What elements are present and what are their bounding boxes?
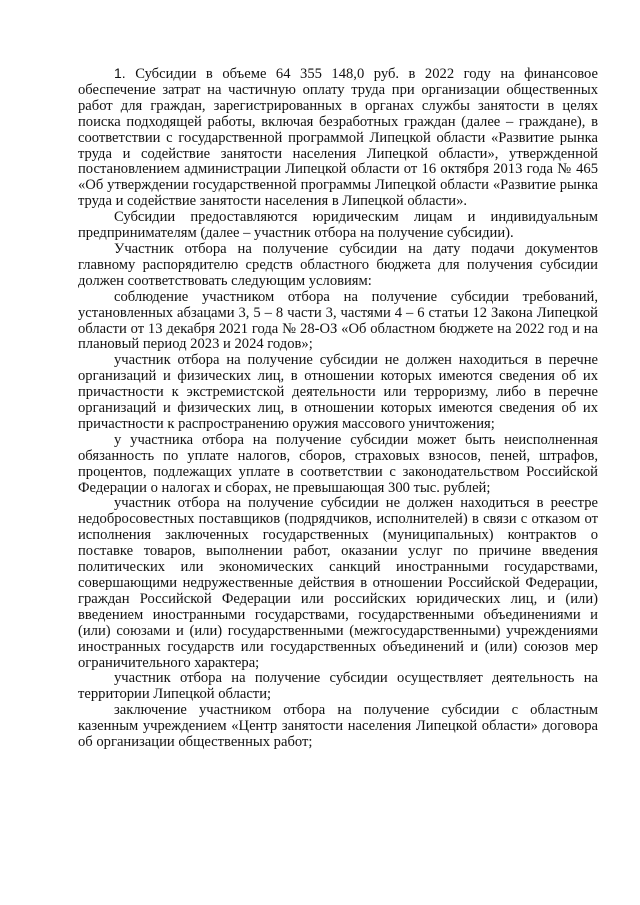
- paragraph-5: участник отбора на получение субсидии не должен находиться в перечне организаций и физических лиц, в отношении которых имеются сведения об их причастности к экстремистской деятельности или терроризму, либо в перечне организаций и физических лиц, в отношении которых имеются сведения об их причастности к распространению оружия массового уничтожения;: [78, 352, 598, 432]
- paragraph-1-text: Субсидии в объеме 64 355 148,0 руб. в 2022 году на финансовое обеспечение затрат на частичную оплату труда при организации общественных работ для граждан, зарегистрированных в органах службы занятости в целях поиска подходящей работы, включая безработных граждан (далее – граждане), в соответствии с государственной программой Липецкой области «Развитие рынка труда и содействие занятости населения Липецкой области», утвержденной постановлением администрации Липецкой области от 16 октября 2013 года № 465 «Об утверждении государственной программы Липецкой области «Развитие рынка труда и содействие занятости населения в Липецкой области».: [78, 66, 599, 210]
- document-page: [78, 66, 598, 751]
- paragraph-1: [78, 66, 598, 210]
- paragraph-8: участник отбора на получение субсидии осуществляет деятельность на территории Липецкой области;: [78, 670, 598, 703]
- paragraph-2: Субсидии предоставляются юридическим лицам и индивидуальным предпринимателям (далее – участник отбора на получение субсидии).: [78, 209, 598, 242]
- item-number: 1.: [114, 65, 126, 81]
- paragraph-6: у участника отбора на получение субсидии может быть неисполненная обязанность по уплате налогов, сборов, страховых взносов, пеней, штрафов, процентов, подлежащих уплате в соответствии с законодательством Российской Федерации о налогах и сборах, не превышающая 300 тыс. рублей;: [78, 431, 598, 496]
- paragraph-3: Участник отбора на получение субсидии на дату подачи документов главному распорядителю средств областного бюджета для получения субсидии должен соответствовать следующим условиям:: [78, 240, 598, 289]
- paragraph-4: соблюдение участником отбора на получение субсидии требований, установленных абзацами 3, 5 – 8 части 3, частями 4 – 6 статьи 12 Закона Липецкой области от 13 декабря 2021 года № 28-ОЗ «Об областном бюджете на 2022 год и на плановый период 2023 и 2024 годов»;: [78, 288, 598, 353]
- paragraph-7: участник отбора на получение субсидии не должен находиться в реестре недобросовестных поставщиков (подрядчиков, исполнителей) в связи с отказом от исполнения заключенных государственных (муниципальных) контрактов о поставке товаров, выполнении работ, оказании услуг по причине введения политических или экономических санкций иностранными государствами, совершающими недружественные действия в отношении Российской Федерации, граждан Российской Федерации или российских юридических лиц, и (или) введением иностранными государствами, государственными объединениями и (или) союзами и (или) государственными (межгосударственными) учреждениями иностранных государств или государственных объединений и (или) союзов мер ограничительного характера;: [78, 495, 598, 671]
- paragraph-9: заключение участником отбора на получение субсидии с областным казенным учреждением «Центр занятости населения Липецкой области» договора об организации общественных работ;: [78, 702, 598, 751]
